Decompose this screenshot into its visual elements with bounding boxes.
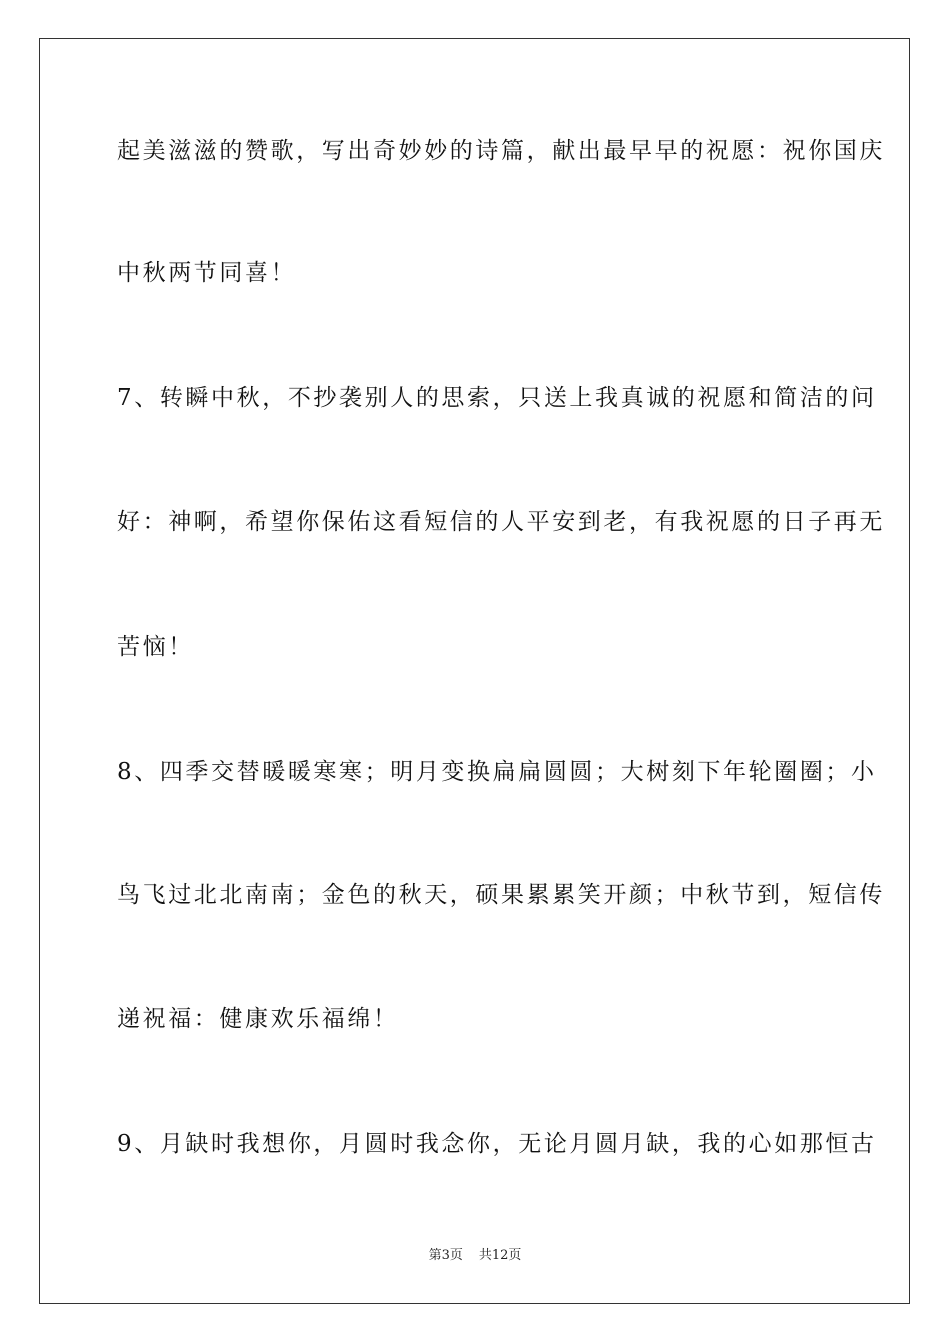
current-page-number: 第3页 <box>428 1248 463 1263</box>
body-text-line: 9、月缺时我想你，月圆时我念你，无论月圆月缺，我的心如那恒古 <box>117 1131 877 1157</box>
body-text-line: 起美滋滋的赞歌，写出奇妙妙的诗篇，献出最早早的祝愿：祝你国庆 <box>117 138 885 164</box>
body-text-line: 苦恼！ <box>117 634 194 660</box>
body-text-line: 递祝福：健康欢乐福绵！ <box>117 1006 399 1032</box>
page-footer <box>0 1246 950 1266</box>
body-text-line: 8、四季交替暖暖寒寒；明月变换扁扁圆圆；大树刻下年轮圈圈；小 <box>117 759 877 785</box>
body-text-line: 7、转瞬中秋，不抄袭别人的思索，只送上我真诚的祝愿和简洁的问 <box>117 385 877 411</box>
total-page-count: 共12页 <box>478 1248 522 1263</box>
body-text-line: 好：神啊，希望你保佑这看短信的人平安到老，有我祝愿的日子再无 <box>117 509 885 535</box>
body-text-line: 鸟飞过北北南南；金色的秋天，硕果累累笑开颜；中秋节到，短信传 <box>117 882 885 908</box>
body-text-line: 中秋两节同喜！ <box>117 260 297 286</box>
page-border <box>39 38 910 1304</box>
